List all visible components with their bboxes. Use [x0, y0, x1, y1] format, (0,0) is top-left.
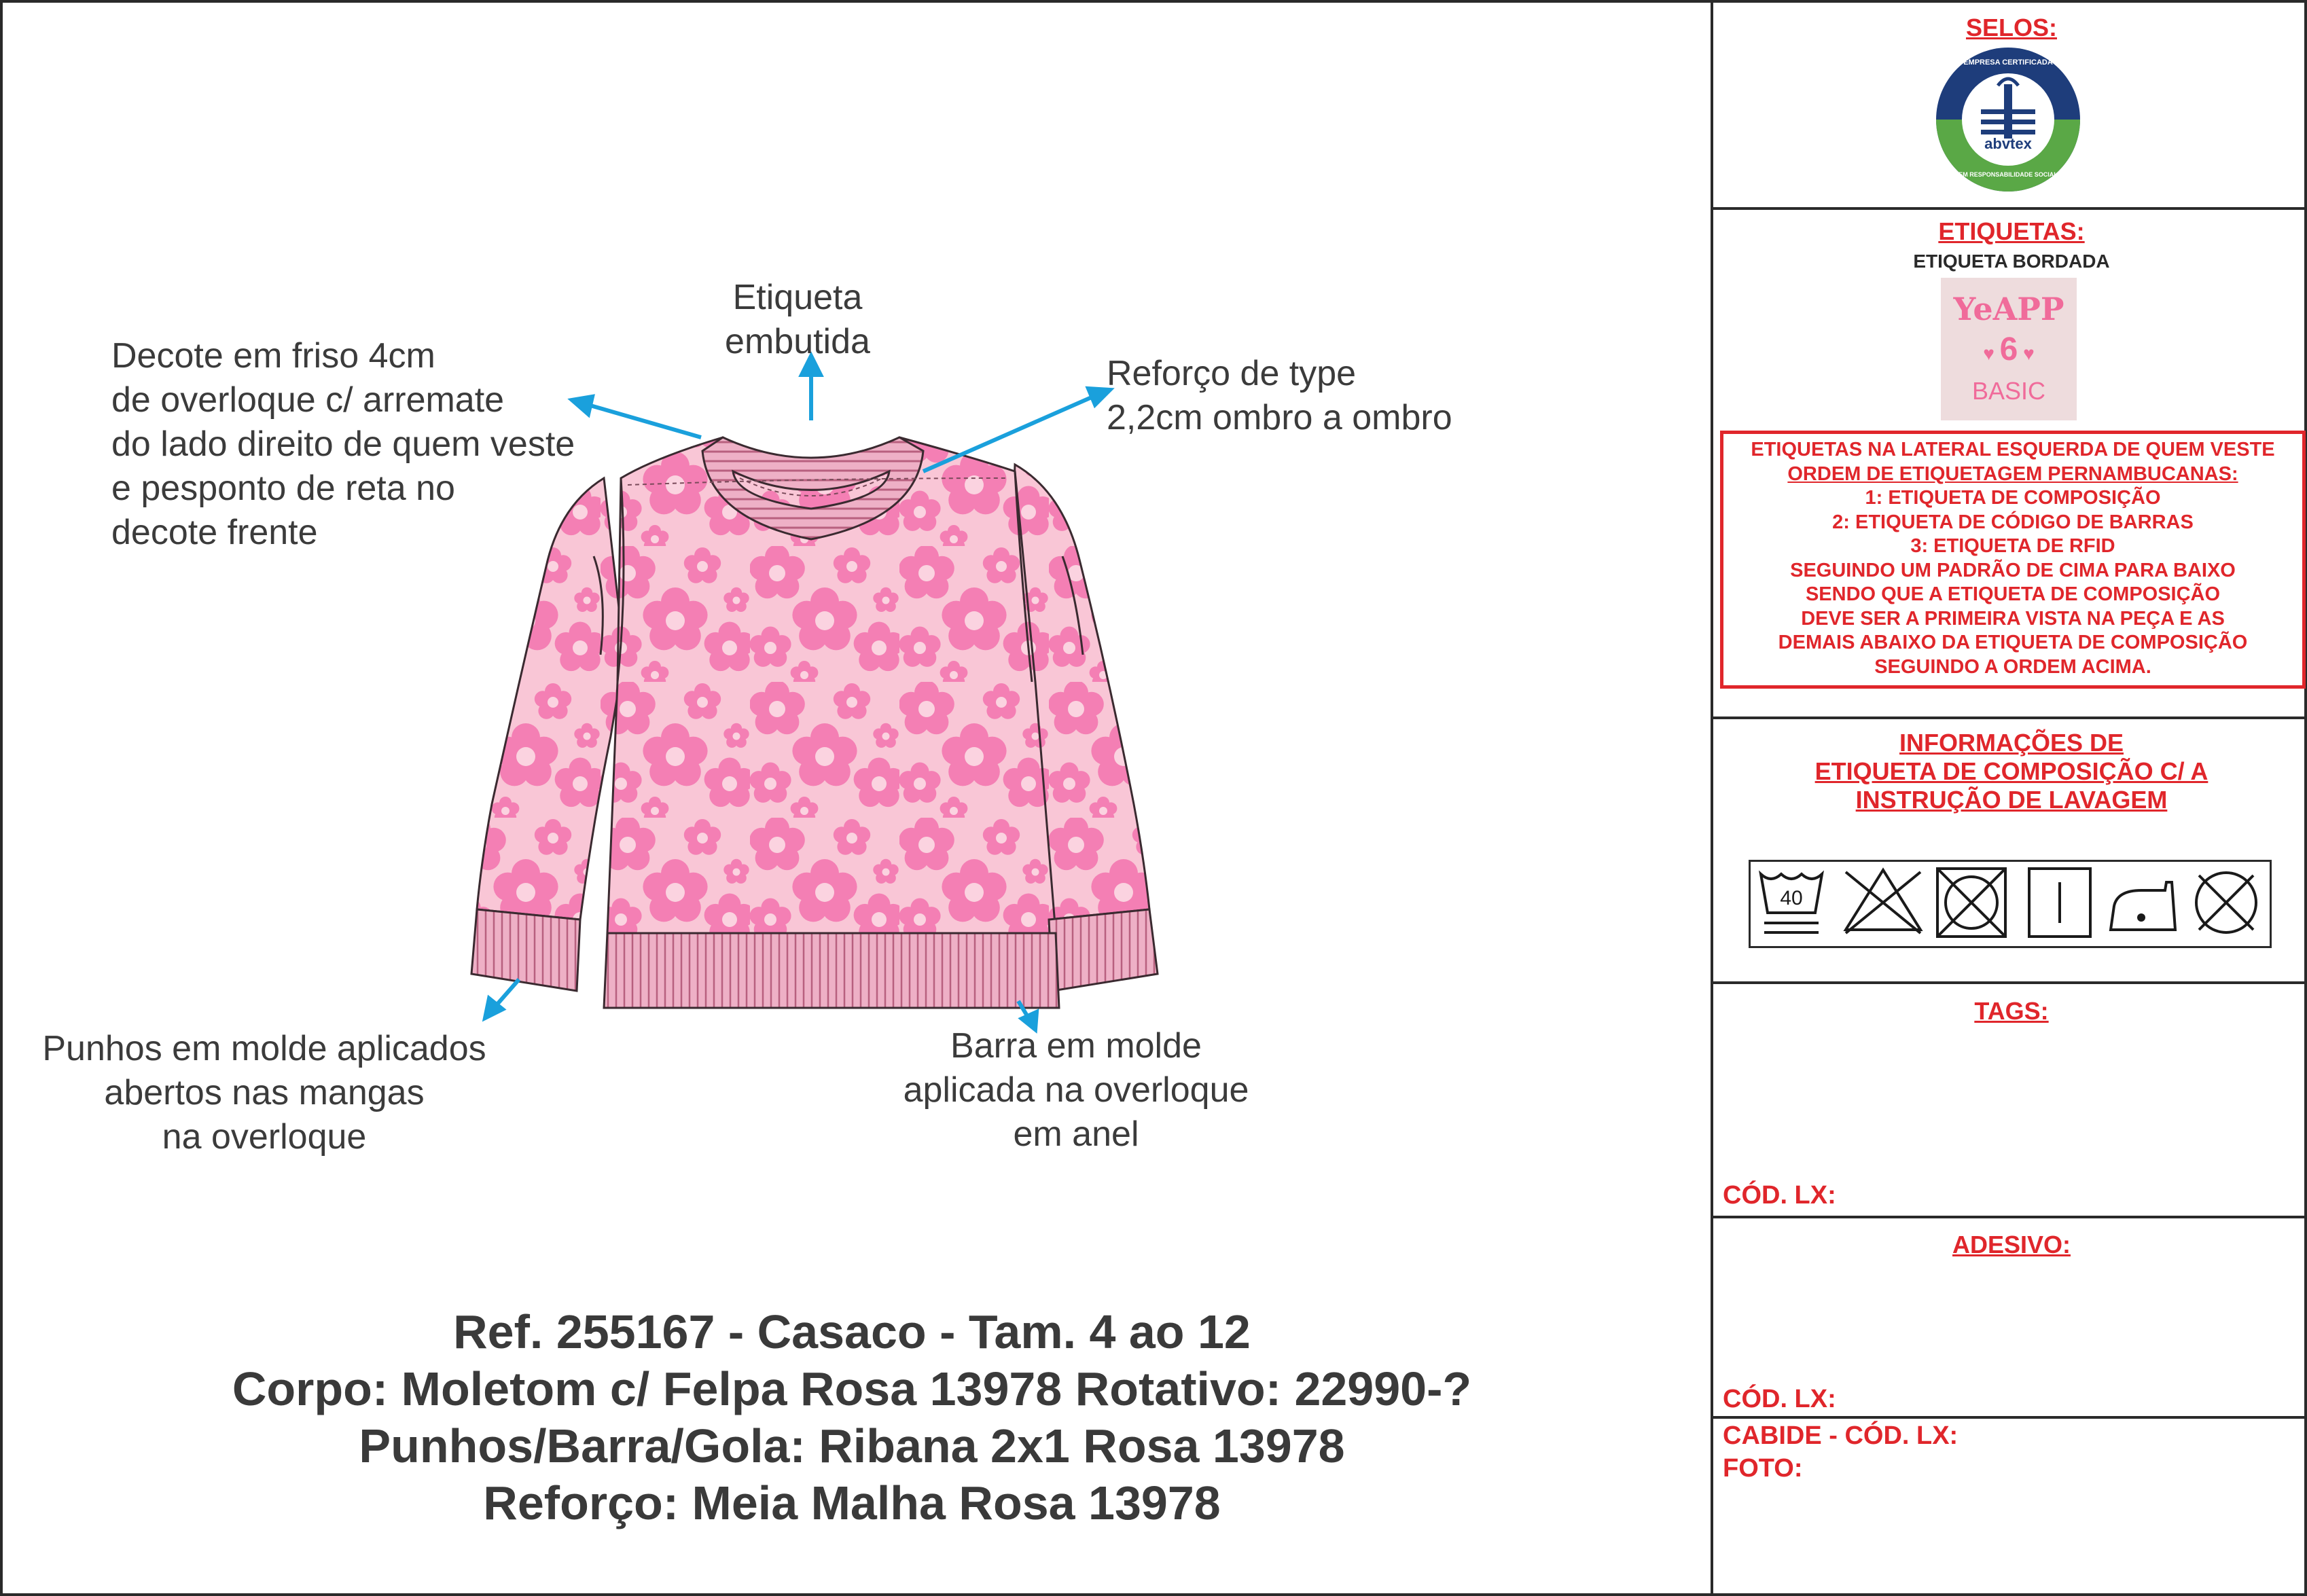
garment-panel: [3, 3, 1711, 1596]
line-dry-icon: [2029, 869, 2090, 937]
seal-brand: abvtex: [1984, 135, 2032, 152]
annotation-reforco: Reforço de type 2,2cm ombro a ombro: [1107, 354, 1452, 437]
left-cuff: [471, 909, 580, 991]
care-symbols-box: [1749, 860, 2272, 948]
etiquetas-title: ETIQUETAS:: [1938, 217, 2085, 245]
tags-cod-lx: CÓD. LX:: [1723, 1181, 1836, 1210]
labeling-notes-box: ETIQUETAS NA LATERAL ESQUERDA DE QUEM VESTE ORDEM DE ETIQUETAGEM PERNAMBUCANAS: 1: ETIQUETA DE COMPOSIÇÃO 2: ETIQUETA DE CÓDIGO DE BARRAS 3: ETIQUETA DE RFID SEGUINDO UM PADRÃO DE CIMA PARA BAIXO SENDO QUE A ETIQUETA DE COMPOSIÇÃO DEVE SER A PRIMEIRA VISTA NA PEÇA E AS DEMAIS ABAIXO DA ETIQUETA DE COMPOSIÇÃO SEGUINDO A ORDEM ACIMA.: [1720, 431, 2306, 689]
title-block: [139, 1303, 1565, 1531]
seal-text-top: EMPRESA CERTIFICADA: [1963, 58, 2053, 67]
no-dry-clean-icon: [2196, 873, 2256, 932]
annotation-barra: Barra em molde aplicada na overloque em anel: [903, 1026, 1249, 1154]
foto-label: FOTO:: [1723, 1454, 1803, 1483]
tags-title: TAGS:: [1974, 997, 2049, 1025]
section-adesivo: [1713, 1218, 2307, 1419]
title-reforco: Reforço: Meia Malha Rosa 13978: [483, 1476, 1221, 1529]
title-corpo: Corpo: Moletom c/ Felpa Rosa 13978 Rotativo: 22990-?: [232, 1362, 1472, 1415]
iron-low-icon: [2111, 882, 2175, 930]
wash-temp: 40: [1780, 887, 1803, 909]
section-tags: [1713, 984, 2307, 1218]
title-punhos: Punhos/Barra/Gola: Ribana 2x1 Rosa 13978: [359, 1419, 1345, 1472]
annotation-etiqueta: Etiqueta embutida: [725, 278, 870, 361]
seal-text-bottom: EM RESPONSABILIDADE SOCIAL: [1959, 171, 2058, 178]
no-tumble-dry-icon: [1937, 869, 2005, 937]
adesivo-title: ADESIVO:: [1952, 1231, 2071, 1258]
title-ref: Ref. 255167 - Casaco - Tam. 4 ao 12: [453, 1305, 1251, 1358]
annotation-punhos: Punhos em molde aplicados abertos nas mangas na overloque: [42, 1029, 486, 1157]
cabide-cod-lx: CABIDE - CÓD. LX:: [1723, 1421, 1959, 1450]
spec-sidebar: [1711, 3, 2307, 1596]
section-selos: [1713, 3, 2307, 210]
section-informacoes: [1713, 719, 2307, 984]
section-cabide: [1713, 1419, 2307, 1596]
hem-band: [604, 933, 1059, 1008]
selos-title: SELOS:: [1965, 14, 2057, 41]
annotation-decote: Decote em friso 4cm de overloque c/ arremate do lado direito de quem veste e pesponto de reta no decote frente: [111, 336, 575, 552]
adesivo-cod-lx: CÓD. LX:: [1723, 1385, 1836, 1413]
right-cuff: [1049, 909, 1158, 991]
etiqueta-bordada-label: ETIQUETA BORDADA: [1913, 251, 2110, 272]
informacoes-title: INFORMAÇÕES DE ETIQUETA DE COMPOSIÇÃO C/ A INSTRUÇÃO DE LAVAGEM: [1814, 729, 2208, 814]
section-etiquetas: [1713, 210, 2307, 719]
no-bleach-icon: [1846, 870, 1920, 933]
embroidered-label-image: YeAPP ♥ 6 ♥ BASIC: [1941, 278, 2077, 420]
